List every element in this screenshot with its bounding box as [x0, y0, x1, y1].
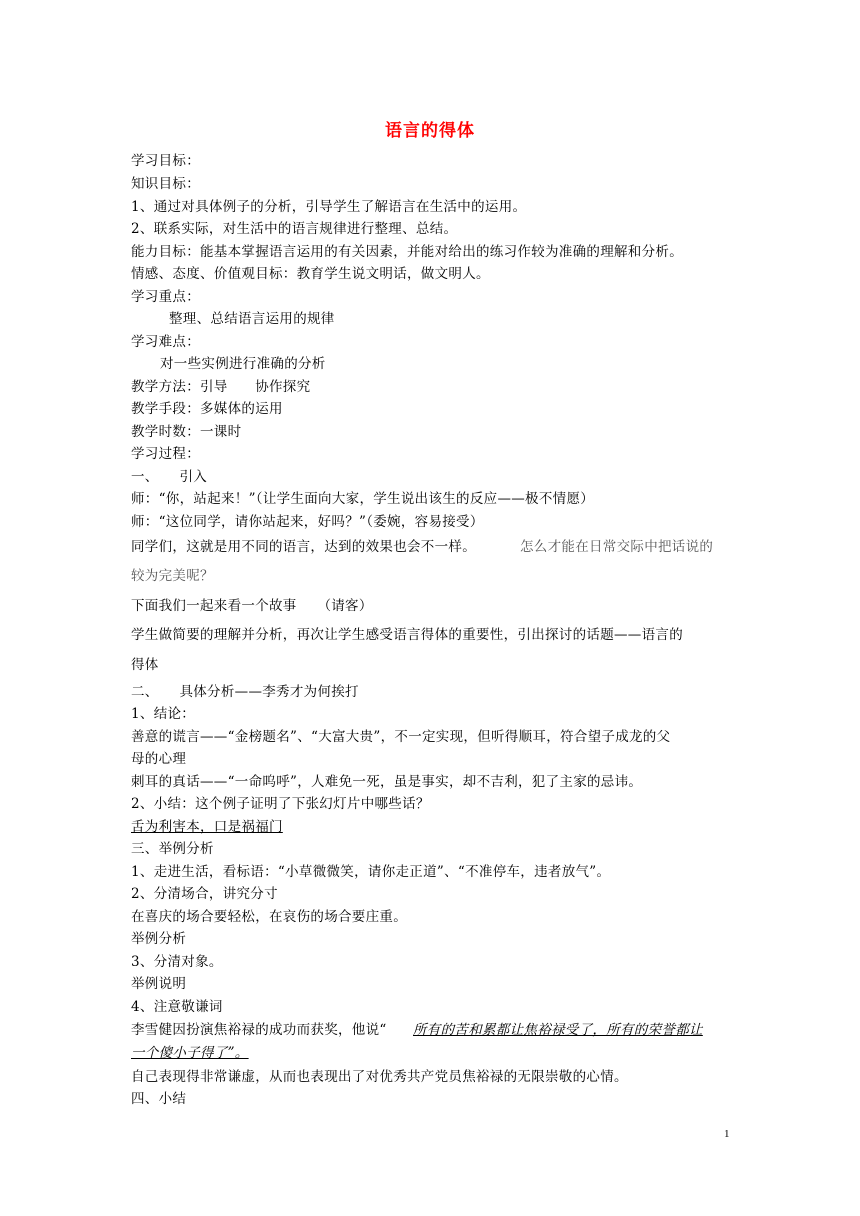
- text-line: 师：“这位同学，请你站起来，好吗？”（委婉，容易接受）: [131, 514, 484, 530]
- text-line: 教学手段：多媒体的运用: [131, 401, 283, 417]
- text-line: 举例分析: [131, 931, 187, 947]
- text-line: 善意的谎言——“金榜题名”、“大富大贵”，不一定实现，但听得顺耳，符合望子成龙的父: [131, 729, 671, 745]
- text-line: 能力目标：能基本掌握语言运用的有关因素，并能对给出的练习作较为准确的理解和分析。: [131, 244, 683, 260]
- text-line: 学生做简要的理解并分析，再次让学生感受语言得体的重要性，引出探讨的话题——语言的: [131, 627, 683, 643]
- text-line: 2、联系实际，对生活中的语言规律进行整理、总结。: [131, 221, 458, 237]
- underlined-quote: 舌为利害本，口是祸福门: [131, 819, 283, 835]
- text-line: 1、走进生活，看标语：“小草微微笑，请你走正道”、“不准停车，违者放气”。: [131, 864, 611, 880]
- italic-quote: 所有的苦和累都让焦裕禄受了，所有的荣誉都让: [413, 1022, 703, 1038]
- text-line: 教学方法：引导 协作探究: [131, 379, 311, 395]
- text-line: 学习目标：: [131, 153, 200, 169]
- text-line: 2、小结：这个例子证明了下张幻灯片中哪些话？: [131, 796, 430, 812]
- text-line: 下面我们一起来看一个故事 （请客）: [131, 598, 373, 614]
- text-line: 李雪健因扮演焦裕禄的成功而获奖，他说“: [131, 1022, 387, 1038]
- text-line: 对一些实例进行准确的分析: [160, 356, 326, 372]
- text-line: 学习难点：: [131, 334, 200, 350]
- text-line: 同学们，这就是用不同的语言，达到的效果也会不一样。: [131, 539, 476, 555]
- text-line: 3、分清对象。: [131, 954, 223, 970]
- text-line: 举例说明: [131, 976, 187, 992]
- section-heading: 二、 具体分析——李秀才为何挨打: [131, 684, 359, 700]
- text-line: 母的心理: [131, 751, 187, 767]
- section-heading: 四、小结: [131, 1091, 187, 1107]
- italic-quote: 一个傻小子得了”。: [131, 1045, 249, 1061]
- text-line: 得体: [131, 657, 159, 673]
- text-line: 4、注意敬谦词: [131, 999, 223, 1015]
- text-line: 在喜庆的场合要轻松，在哀伤的场合要庄重。: [131, 909, 407, 925]
- text-line: 1、结论：: [131, 706, 196, 722]
- text-line: 情感、态度、价值观目标：教育学生说文明话，做文明人。: [131, 266, 490, 282]
- text-line: 整理、总结语言运用的规律: [169, 311, 335, 327]
- text-line: 学习过程：: [131, 446, 200, 462]
- text-line: 教学时数：一课时: [131, 424, 242, 440]
- text-line: 刺耳的真话——“一命呜呼”，人难免一死，虽是事实，却不吉利，犯了主家的忌讳。: [131, 774, 643, 790]
- page-number: 1: [724, 1128, 730, 1140]
- text-line: 知识目标：: [131, 176, 200, 192]
- text-line: 一、 引入: [131, 469, 208, 485]
- text-line: 较为完美呢？: [131, 568, 214, 584]
- section-heading: 三、举例分析: [131, 841, 214, 857]
- text-line: 师：“你，站起来！”（让学生面向大家，学生说出该生的反应——极不情愿）: [131, 491, 595, 507]
- text-line: 1、通过对具体例子的分析，引导学生了解语言在生活中的运用。: [131, 199, 527, 215]
- document-title: 语言的得体: [385, 121, 475, 141]
- text-line: 学习重点：: [131, 289, 200, 305]
- text-line: 2、分清场合，讲究分寸: [131, 886, 278, 902]
- text-line: 自己表现得非常谦虚，从而也表现出了对优秀共产党员焦裕禄的无限崇敬的心情。: [131, 1069, 628, 1085]
- text-line: 怎么才能在日常交际中把话说的: [520, 539, 714, 555]
